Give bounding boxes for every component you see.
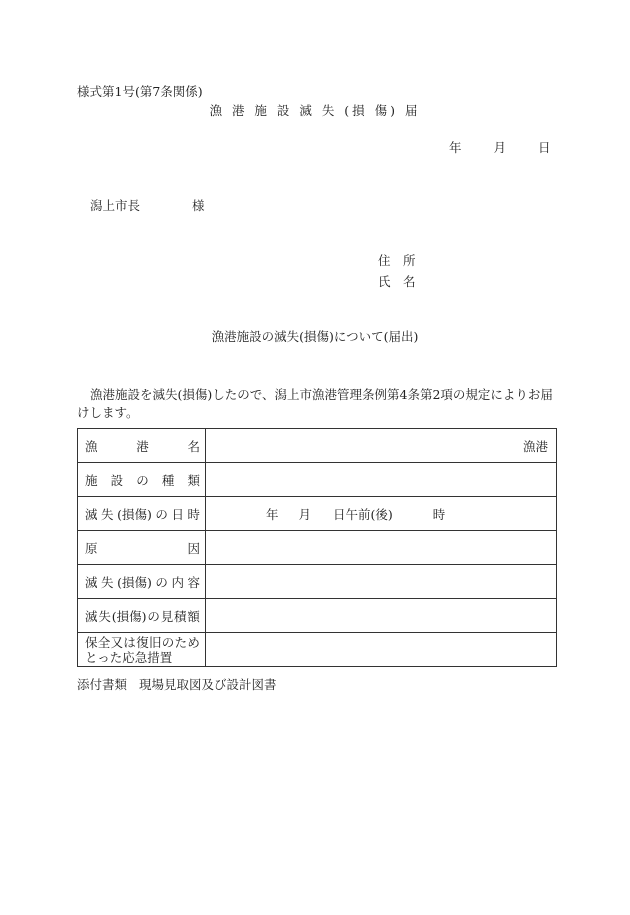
- label-char: (損傷): [117, 574, 152, 590]
- datetime-month-label: 月: [298, 506, 312, 522]
- datetime-hour-label: 時: [432, 506, 446, 522]
- label-char: 滅: [85, 608, 98, 624]
- table-row-damage-content: [78, 565, 557, 599]
- label-char: 漁: [85, 438, 98, 454]
- label-char: 施: [85, 472, 98, 488]
- form-number: 様式第1号(第7条関係): [77, 84, 203, 99]
- addressee-name: 潟上市長: [90, 198, 141, 213]
- label-char: 失: [98, 608, 111, 624]
- emergency-measures-label-line2: とった応急措置: [85, 649, 173, 665]
- harbor-name-value[interactable]: 漁港: [206, 429, 557, 463]
- harbor-name-label-text: [85, 437, 200, 455]
- label-char: 原: [85, 540, 98, 556]
- damage-estimate-label-text: [85, 607, 200, 625]
- label-char: め: [187, 634, 200, 650]
- label-char: 旧: [148, 634, 162, 650]
- facility-type-value[interactable]: [206, 463, 557, 497]
- subject-line: 漁港施設の滅失(損傷)について(届出): [211, 329, 419, 344]
- label-char: 容: [187, 574, 200, 590]
- label-char: は: [123, 634, 136, 650]
- attachments-line: [77, 679, 277, 692]
- label-char: 港: [136, 438, 149, 454]
- label-char: 種: [161, 472, 175, 488]
- form-title: 漁 港 施 設 滅 失 (損 傷) 届: [209, 103, 421, 118]
- label-char: 積: [174, 608, 187, 624]
- table-row-damage-estimate: [78, 599, 557, 633]
- table-row-harbor-name: [78, 429, 557, 463]
- emergency-measures-label-line1: [85, 635, 200, 650]
- label-char: た: [174, 634, 188, 650]
- label-char: 全: [97, 634, 111, 650]
- facility-type-label: [78, 463, 206, 497]
- addressee-honorific: 様: [192, 198, 205, 213]
- table-row-cause: [78, 531, 557, 565]
- label-char: 日: [171, 506, 184, 522]
- cause-label: [78, 531, 206, 565]
- damage-content-value[interactable]: [206, 565, 557, 599]
- emergency-measures-label: [78, 633, 206, 667]
- label-char: (損傷): [117, 506, 152, 522]
- applicant-address-label: 住 所: [378, 253, 416, 268]
- label-char: の: [136, 472, 149, 488]
- damage-estimate-label: [78, 599, 206, 633]
- label-char: 因: [187, 540, 200, 556]
- applicant-name-label: 氏 名: [378, 274, 416, 289]
- datetime-day-ampm-label: 日午前(後): [333, 506, 393, 522]
- label-char: 滅: [85, 506, 98, 522]
- addressee: [90, 200, 205, 213]
- label-char: 失: [101, 574, 114, 590]
- label-char: の: [147, 608, 160, 624]
- table-row-damage-datetime: [78, 497, 557, 531]
- harbor-name-label: [78, 429, 206, 463]
- label-char: 設: [110, 472, 124, 488]
- date-year-label: 年: [449, 140, 462, 155]
- attachments-value: 現場見取図及び設計図書: [139, 677, 277, 692]
- label-char: 失: [101, 506, 114, 522]
- cause-value[interactable]: [206, 531, 557, 565]
- label-char: 保: [85, 634, 98, 650]
- label-char: の: [155, 574, 168, 590]
- damage-estimate-value[interactable]: [206, 599, 557, 633]
- label-char: 名: [187, 438, 200, 454]
- label-char: 見: [160, 608, 174, 624]
- label-char: 内: [171, 574, 184, 590]
- date-day-label: 日: [538, 140, 551, 155]
- body-text: 漁港施設を滅失(損傷)したので、潟上市漁港管理条例第4条第2項の規定によりお届けします。: [77, 387, 553, 420]
- label-char: 又: [110, 634, 124, 650]
- label-char: 復: [136, 634, 149, 650]
- details-table: [77, 428, 557, 667]
- label-char: (損傷): [111, 608, 147, 624]
- damage-datetime-value[interactable]: [206, 497, 557, 531]
- emergency-measures-value[interactable]: [206, 633, 557, 667]
- attachments-label: 添付書類: [77, 677, 128, 692]
- table-row-emergency-measures: [78, 633, 557, 667]
- facility-type-label-text: [85, 471, 200, 489]
- label-char: 時: [187, 506, 200, 522]
- date-month-label: 月: [493, 140, 507, 155]
- date-line: [449, 142, 551, 155]
- damage-datetime-label: [78, 497, 206, 531]
- label-char: 額: [187, 608, 200, 624]
- label-char: の: [155, 506, 168, 522]
- table-row-facility-type: [78, 463, 557, 497]
- cause-label-text: [85, 539, 200, 557]
- label-char: 類: [187, 472, 200, 488]
- label-char: 滅: [85, 574, 98, 590]
- damage-content-label-text: [85, 573, 200, 591]
- datetime-year-label: 年: [266, 506, 279, 522]
- damage-datetime-label-text: [85, 505, 200, 523]
- damage-content-label: [78, 565, 206, 599]
- label-char: の: [161, 634, 175, 650]
